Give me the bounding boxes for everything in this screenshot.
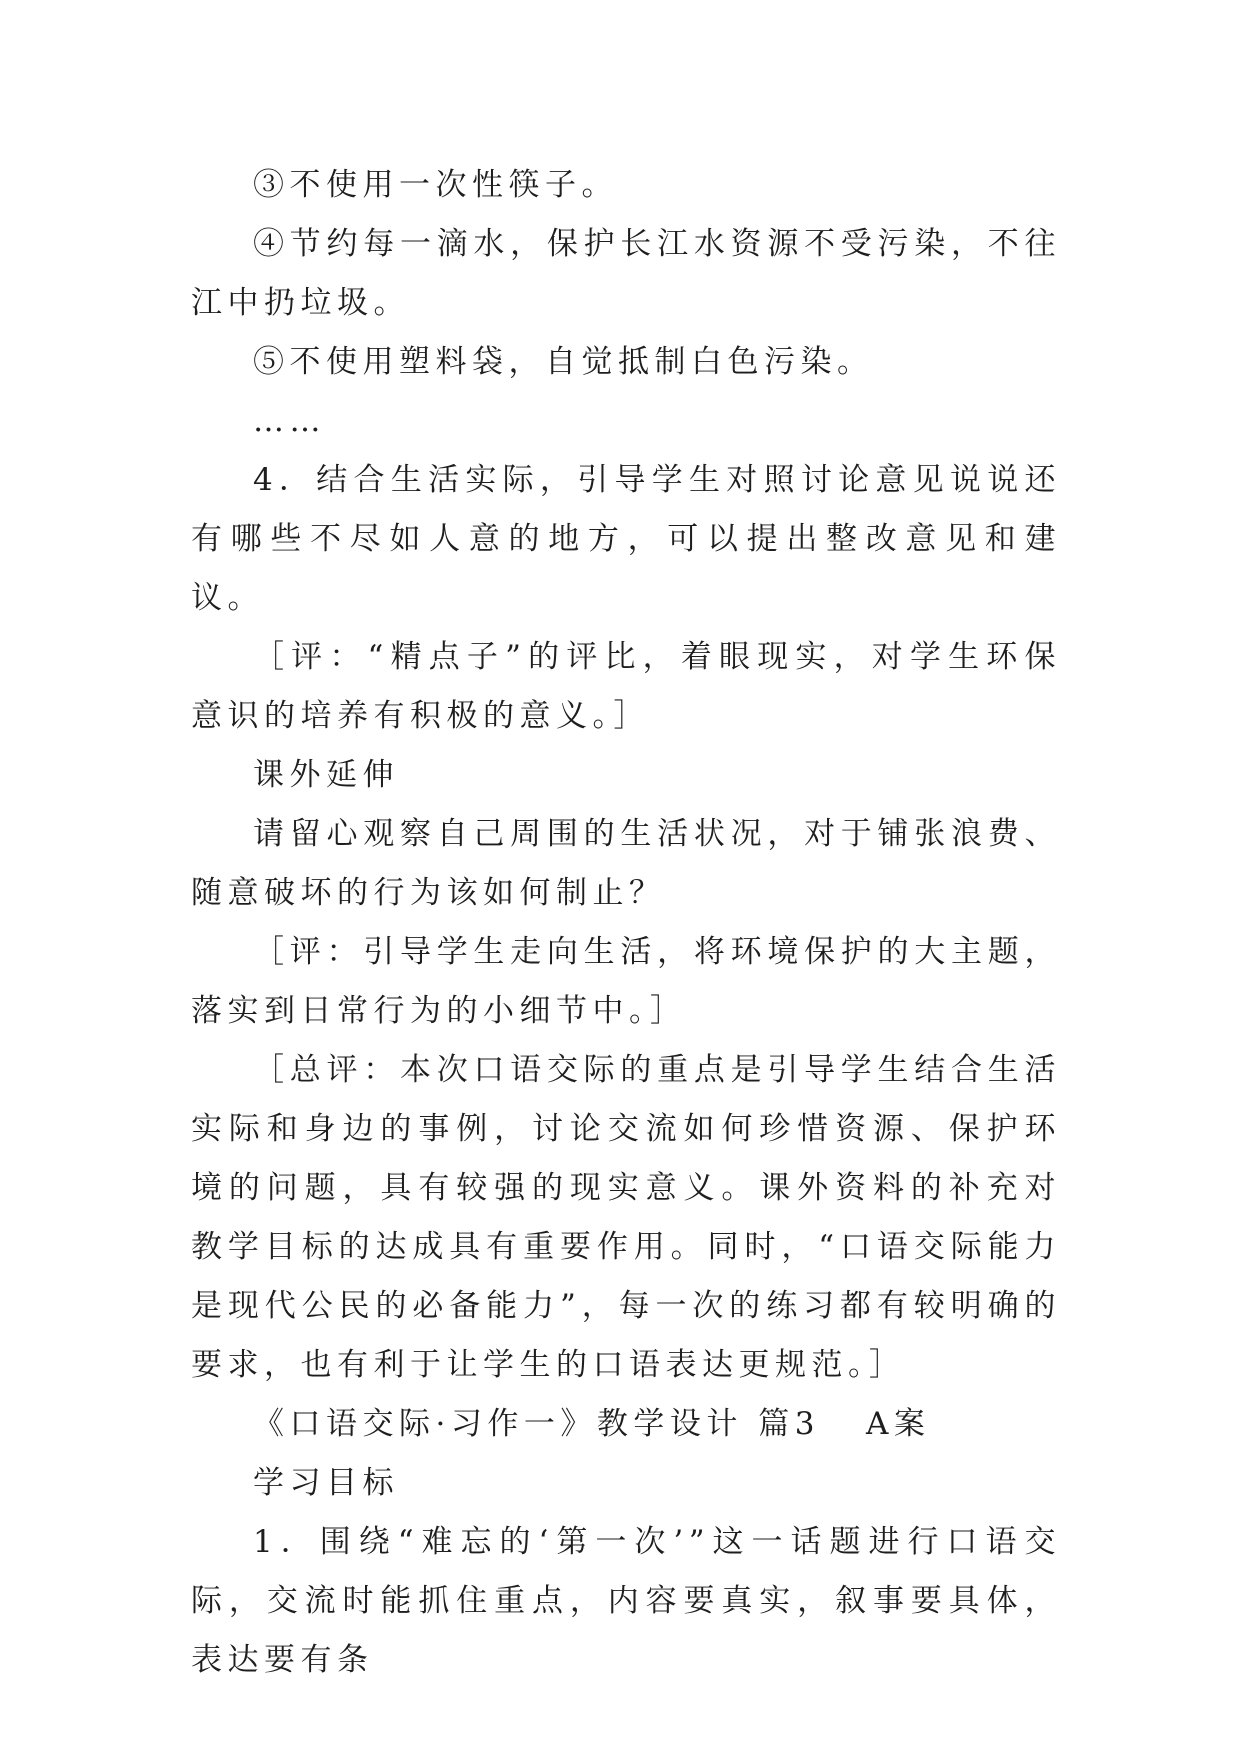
document-body [191, 156, 1061, 1690]
section-heading-extension: 课外延伸 [253, 757, 399, 793]
extension-paragraph: 请留心观察自己周围的生活状况，对于铺张浪费、随意破坏的行为该如何制止？ [191, 816, 1061, 911]
list-item-4: ④节约每一滴水，保护长江水资源不受污染，不往江中扔垃圾。 [191, 226, 1061, 321]
comment-paragraph: ［评：引导学生走向生活，将环境保护的大主题，落实到日常行为的小细节中。］ [191, 934, 1061, 1029]
step-4-paragraph: 4．结合生活实际，引导学生对照讨论意见说说还有哪些不尽如人意的地方，可以提出整改意见和建议。 [191, 462, 1061, 616]
lesson-title: 《口语交际·习作一》教学设计 篇3 A案 [253, 1406, 931, 1442]
list-item-3: ③不使用一次性筷子。 [253, 167, 618, 203]
summary-comment-paragraph: ［总评：本次口语交际的重点是引导学生结合生活实际和身边的事例，讨论交流如何珍惜资源、保护环境的问题，具有较强的现实意义。课外资料的补充对教学目标的达成具有重要作用。同时，“口语交际能力是现代公民的必备能力”，每一次的练习都有较明确的要求，也有利于让学生的口语表达更规范。］ [191, 1052, 1061, 1383]
list-item-5: ⑤不使用塑料袋，自觉抵制白色污染。 [253, 344, 874, 380]
ellipsis-line: …… [253, 403, 326, 439]
comment-paragraph: ［评：“精点子”的评比，着眼现实，对学生环保意识的培养有积极的意义。］ [191, 639, 1061, 734]
section-heading-objectives: 学习目标 [253, 1465, 399, 1501]
objective-1-paragraph: 1．围绕“难忘的‘第一次’”这一话题进行口语交际，交流时能抓住重点，内容要真实，叙事要具体，表达要有条 [191, 1524, 1061, 1678]
